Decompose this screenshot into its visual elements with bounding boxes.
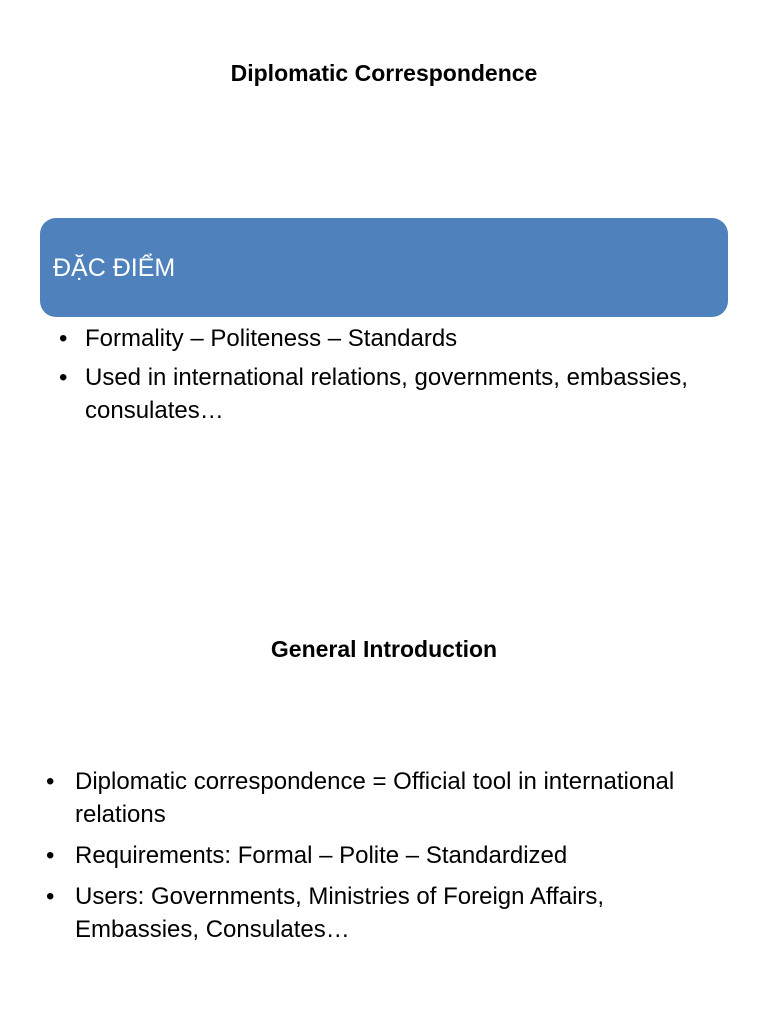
bullet-item — [46, 765, 715, 831]
bullet-text: Requirements: Formal – Polite – Standardized — [75, 842, 568, 869]
bullet-dot: • — [46, 842, 55, 869]
bullet-text: Users: Governments, Ministries of Foreign Affairs, Embassies, Consulates… — [75, 883, 605, 943]
bullet-list — [59, 322, 705, 433]
bullet-item — [46, 880, 715, 946]
slide-title: General Introduction — [270, 636, 498, 662]
bullet-item — [46, 839, 715, 872]
bullet-item — [59, 361, 705, 427]
bullet-dot: • — [59, 364, 68, 391]
bullet-text: Used in international relations, governments, embassies, consulates… — [85, 364, 688, 424]
slide-general-introduction — [0, 512, 768, 1024]
bullet-list — [46, 765, 715, 954]
bullet-item — [59, 322, 705, 355]
section-header-box — [40, 218, 728, 317]
bullet-text: Formality – Politeness – Standards — [85, 325, 458, 352]
slide-title: Diplomatic Correspondence — [230, 60, 538, 86]
section-header-label: ĐẶC ĐIỂM — [53, 253, 176, 282]
bullet-dot: • — [59, 325, 68, 352]
bullet-dot: • — [46, 883, 55, 910]
bullet-text: Diplomatic correspondence = Official tool in international relations — [75, 768, 675, 828]
bullet-dot: • — [46, 768, 55, 795]
